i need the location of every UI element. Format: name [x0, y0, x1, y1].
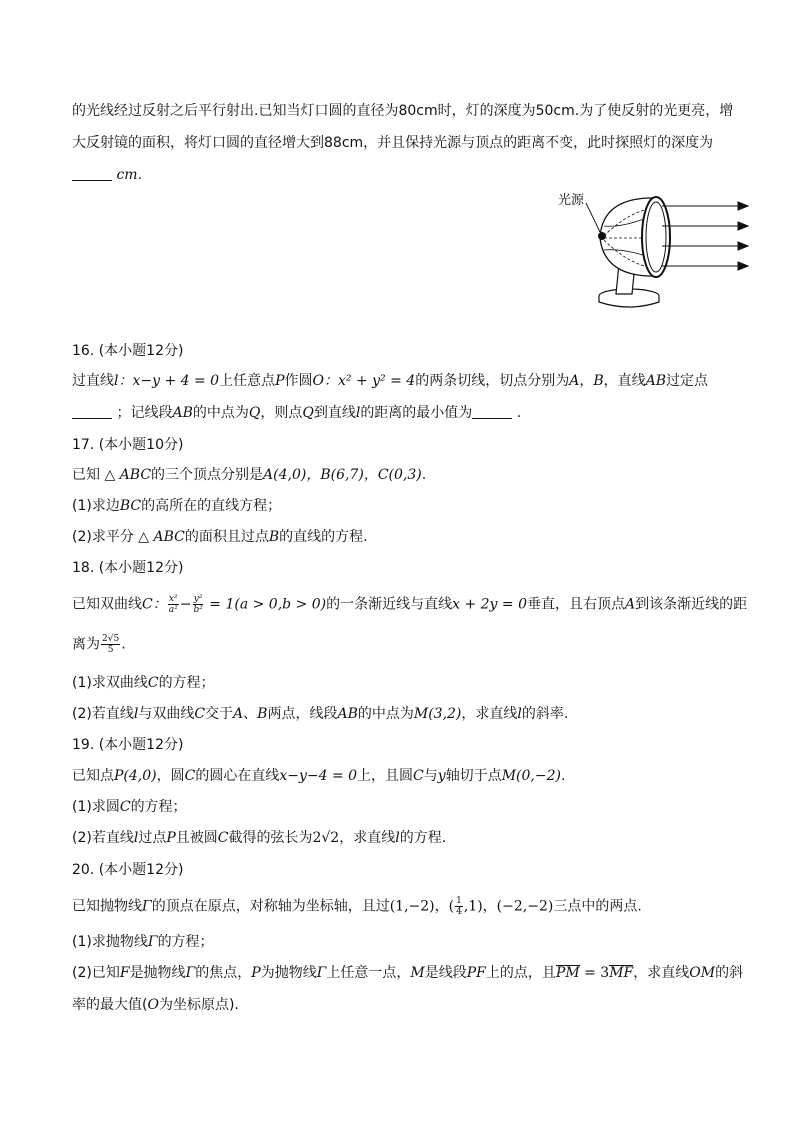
q19-part-2: (2)若直线l过点P且被圆C截得的弦长为2√2，求直线l的方程.	[72, 830, 447, 846]
q20-stem: 已知抛物线Γ的顶点在原点，对称轴为坐标轴，且过(1,−2)，( $\frac{1}{4}$ ,1)，(−2,−2)三点中的两点.	[72, 896, 642, 917]
q18-stem: 已知双曲线C： $\frac{\text{x²}}{\text{a²}}$ − $\frac{\text{y²}}{\text{b²}}$ = 1(a > 0,b > 0)的一条渐近线与直线x + 2y = 0垂直，且右顶点A到该条渐近线的距	[72, 594, 748, 615]
light-source-label: 光源	[558, 193, 585, 208]
answer-blank	[472, 404, 512, 419]
vector-MF: MF	[609, 965, 634, 981]
q16-header: 16. (本小题12分)	[72, 343, 184, 359]
q20-header: 20. (本小题12分)	[72, 862, 184, 878]
q16-line-2: ；记线段AB的中点为Q，则点Q到直线l的距离的最小值为 .	[72, 403, 521, 423]
q15-line-1: 的光线经过反射之后平行射出.已知当灯口圆的直径为80cm时，灯的深度为50cm.为了使反射的光更亮，增	[72, 103, 734, 119]
answer-blank	[72, 166, 112, 181]
fraction-2sqrt5-5: $\frac{2√5}{5}$	[102, 634, 120, 655]
parallel-light-arrows	[662, 202, 748, 270]
label-pointer	[586, 203, 600, 232]
q20-part-1: (1)求抛物线Γ的方程；	[72, 934, 214, 950]
q18-header: 18. (本小题12分)	[72, 560, 184, 576]
q15-line-3: cm.	[72, 165, 142, 185]
q15-line-2: 大反射镜的面积，将灯口圆的直径增大到88cm，并且保持光源与顶点的距离不变，此时探照灯的深度为	[72, 135, 714, 151]
q20-part-2-cont: 率的最大值(O为坐标原点).	[72, 997, 239, 1013]
q18-distance-line: 离为 $\frac{2√5}{5}$ .	[72, 634, 126, 655]
q19-part-1: (1)求圆C的方程；	[72, 799, 187, 815]
q17-header: 17. (本小题10分)	[72, 437, 184, 453]
q17-part-2: (2)求平分 △ ABC的面积且过点B的直线的方程.	[72, 529, 368, 545]
fraction-x2-a2: $\frac{\text{x²}}{\text{a²}}$	[168, 594, 178, 615]
searchlight-figure	[552, 186, 752, 310]
answer-blank	[72, 404, 112, 419]
q18-part-2: (2)若直线l与双曲线C交于A、B两点，线段AB的中点为M(3,2)，求直线l的斜率.	[72, 706, 569, 722]
q16-line-1: 过直线l：x−y + 4 = 0上任意点P作圆O：x² + y² = 4的两条切线，切点分别为A，B，直线AB过定点	[72, 373, 709, 389]
fraction-1-4: $\frac{1}{4}$	[456, 896, 462, 917]
fraction-y2-b2: $\frac{\text{y²}}{\text{b²}}$	[193, 594, 203, 615]
q20-part-2: (2)已知F是抛物线Γ的焦点，P为抛物线Γ上任意一点，M是线段PF上的点，且PM = 3MF，求直线OM的斜	[72, 965, 744, 981]
vector-PM: PM	[555, 965, 580, 981]
q17-part-1: (1)求边BC的高所在的直线方程；	[72, 498, 282, 514]
light-source-dot	[598, 232, 606, 240]
q19-header: 19. (本小题12分)	[72, 737, 184, 753]
q17-stem: 已知 △ ABC的三个顶点分别是A(4,0)，B(6,7)，C(0,3).	[72, 467, 427, 483]
q18-part-1: (1)求双曲线C的方程；	[72, 675, 215, 691]
q19-stem: 已知点P(4,0)，圆C的圆心在直线x−y−4 = 0上，且圆C与y轴切于点M(0,−2).	[72, 768, 566, 784]
